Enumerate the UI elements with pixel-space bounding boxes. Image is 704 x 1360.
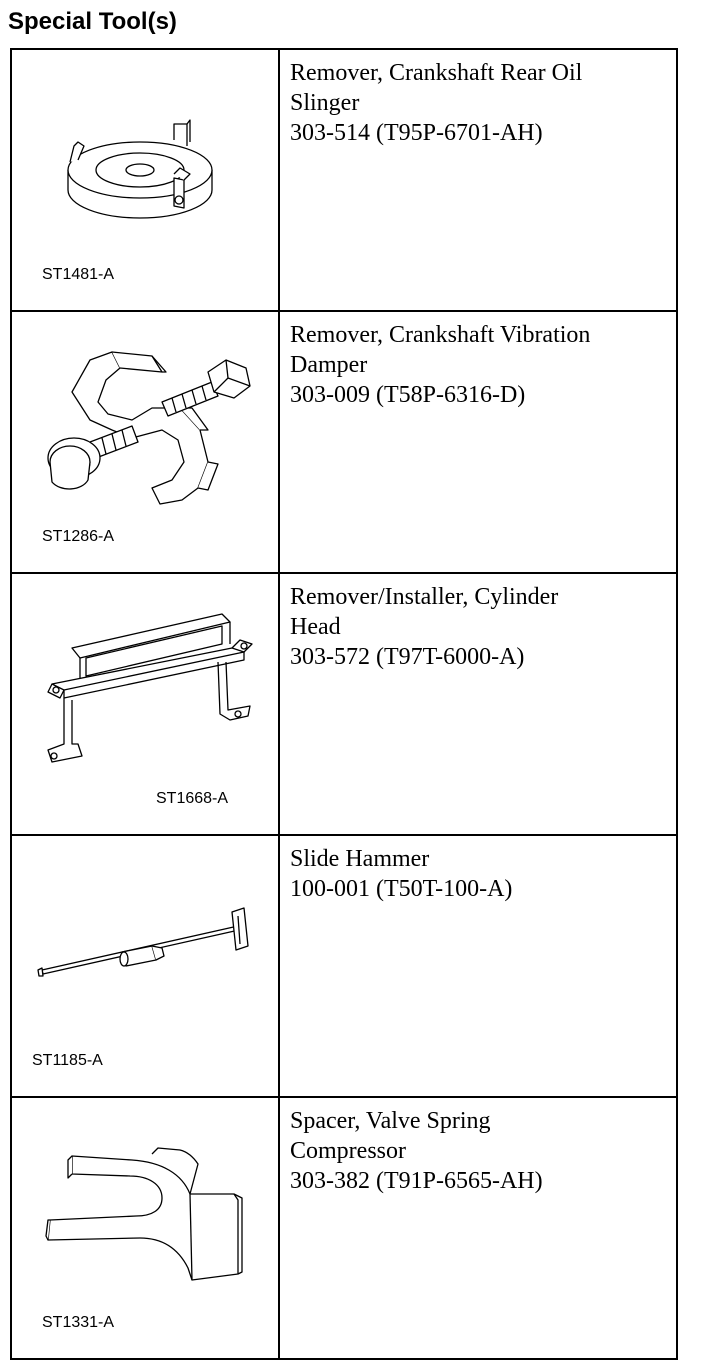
tool-name: Slide Hammer bbox=[290, 846, 430, 872]
special-tools-table bbox=[10, 48, 678, 1360]
figure-id: ST1668-A bbox=[156, 790, 229, 807]
figure-id: ST1481-A bbox=[42, 266, 115, 283]
table-row bbox=[11, 835, 677, 1097]
tool-name-continued: Compressor bbox=[290, 1138, 406, 1164]
tool-part-number: 303-514 (T95P-6701-AH) bbox=[290, 120, 543, 146]
tool-name: Spacer, Valve Spring bbox=[290, 1108, 491, 1134]
crankshaft-rear-oil-slinger-remover-icon bbox=[12, 50, 278, 302]
figure-id: ST1185-A bbox=[32, 1052, 103, 1069]
page-title: Special Tool(s) bbox=[8, 8, 177, 35]
tool-name: Remover, Crankshaft Rear Oil bbox=[290, 60, 583, 86]
tool-name: Remover/Installer, Cylinder bbox=[290, 584, 559, 610]
tool-part-number: 303-382 (T91P-6565-AH) bbox=[290, 1168, 543, 1194]
tool-illustration-cell bbox=[11, 1097, 279, 1359]
tool-name-continued: Damper bbox=[290, 352, 368, 378]
tool-description-cell bbox=[279, 835, 677, 1097]
figure-id: ST1331-A bbox=[42, 1314, 115, 1331]
tool-name: Remover, Crankshaft Vibration bbox=[290, 322, 591, 348]
tool-description-cell bbox=[279, 311, 677, 573]
table-row bbox=[11, 1097, 677, 1359]
crankshaft-vibration-damper-remover-icon bbox=[12, 312, 278, 564]
cylinder-head-remover-installer-icon bbox=[12, 574, 278, 826]
table-row bbox=[11, 49, 677, 311]
table-row bbox=[11, 573, 677, 835]
table-row bbox=[11, 311, 677, 573]
tool-illustration-cell bbox=[11, 311, 279, 573]
tool-name-continued: Slinger bbox=[290, 90, 360, 116]
tool-description-cell bbox=[279, 49, 677, 311]
valve-spring-compressor-spacer-icon bbox=[12, 1098, 278, 1350]
tool-illustration-cell bbox=[11, 835, 279, 1097]
tool-part-number: 303-009 (T58P-6316-D) bbox=[290, 382, 526, 408]
tool-part-number: 303-572 (T97T-6000-A) bbox=[290, 644, 525, 670]
tool-illustration-cell bbox=[11, 49, 279, 311]
tool-illustration-cell bbox=[11, 573, 279, 835]
slide-hammer-icon bbox=[12, 836, 278, 1088]
figure-id: ST1286-A bbox=[42, 528, 115, 545]
tool-description-cell bbox=[279, 573, 677, 835]
tool-description-cell bbox=[279, 1097, 677, 1359]
tool-part-number: 100-001 (T50T-100-A) bbox=[290, 876, 513, 902]
tool-name-continued: Head bbox=[290, 614, 341, 640]
